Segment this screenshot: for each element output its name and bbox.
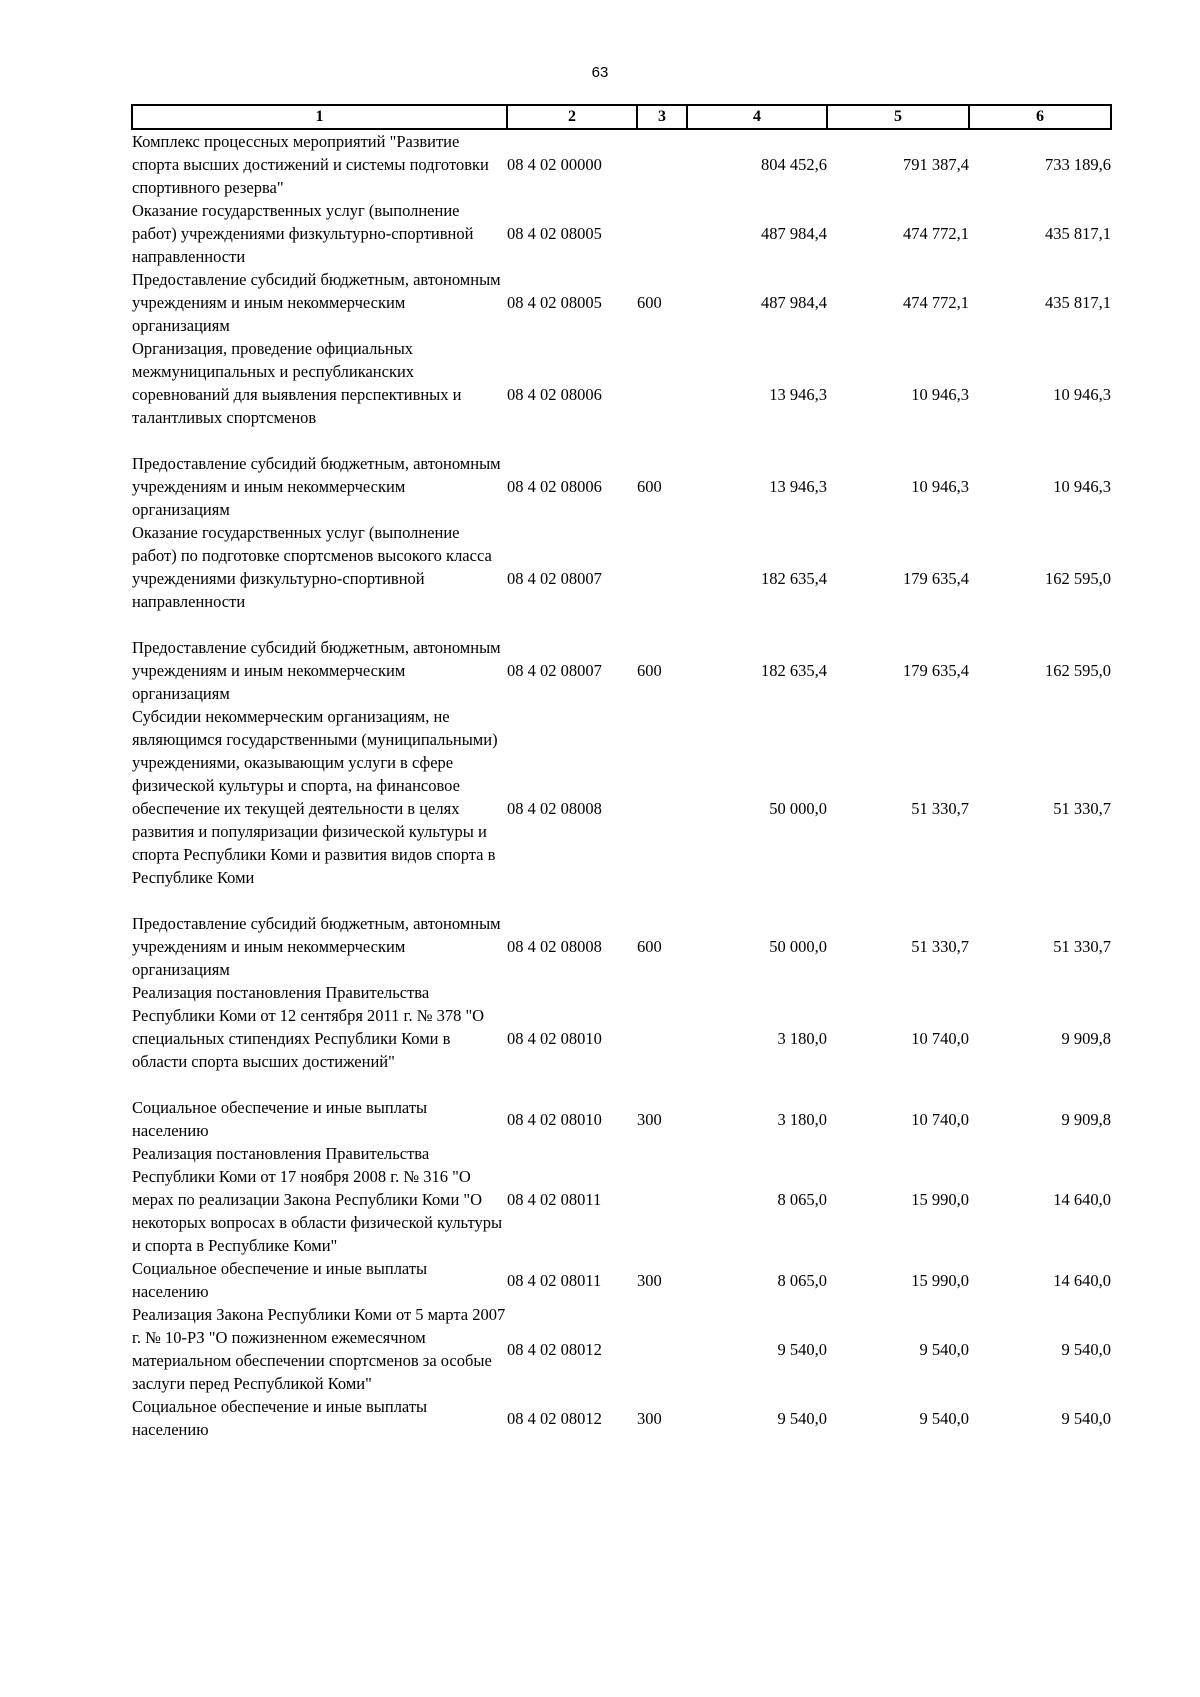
row-type-cell <box>637 705 687 912</box>
row-value-2-cell: 15 990,0 <box>911 1190 969 1209</box>
table-row <box>132 452 1111 521</box>
row-code-cell: 08 4 02 00000 <box>507 155 602 174</box>
row-name-cell: Организация, проведение официальных межмуниципальных и республиканских соревнований для выявления перспективных и талантливых спортсменов <box>132 339 462 427</box>
row-code-cell: 08 4 02 08007 <box>507 661 602 680</box>
row-value-1-cell: 804 452,6 <box>761 155 827 174</box>
table-row <box>132 912 1111 981</box>
row-value-2-cell: 10 946,3 <box>911 385 969 404</box>
row-value-3-cell: 9 909,8 <box>1061 1109 1111 1129</box>
row-code-cell: 08 4 02 08005 <box>507 224 602 243</box>
row-value-2-cell: 10 946,3 <box>911 477 969 496</box>
table-row <box>132 1142 1111 1257</box>
row-code-cell: 08 4 02 08011 <box>507 1190 602 1209</box>
row-code-cell: 08 4 02 08007 <box>507 569 602 588</box>
row-name-cell: Реализация постановления Правительства Республики Коми от 12 сентября 2011 г. № 378 "О специальных стипендиях Республики Коми в области спорта высших достижений" <box>132 983 485 1071</box>
row-code-cell: 08 4 02 08011 <box>507 1270 602 1290</box>
row-name-cell: Социальное обеспечение и иные выплаты населению <box>132 1397 428 1439</box>
row-type-cell <box>637 199 687 268</box>
row-code-cell: 08 4 02 08005 <box>507 293 602 312</box>
row-value-2-cell: 9 540,0 <box>919 1408 969 1428</box>
row-value-3-cell: 435 817,1 <box>1045 224 1111 243</box>
row-type-cell <box>637 129 687 199</box>
row-code-cell: 08 4 02 08008 <box>507 937 602 956</box>
row-value-2-cell: 10 740,0 <box>911 1029 969 1048</box>
row-value-2-cell: 179 635,4 <box>903 661 969 680</box>
row-type-cell: 600 <box>637 937 662 956</box>
row-type-cell <box>637 337 687 452</box>
row-value-3-cell: 51 330,7 <box>1053 799 1111 818</box>
row-value-3-cell: 10 946,3 <box>1053 477 1111 496</box>
row-value-2-cell: 474 772,1 <box>903 293 969 312</box>
row-value-1-cell: 50 000,0 <box>769 937 827 956</box>
row-code-cell: 08 4 02 08006 <box>507 385 602 404</box>
table-row <box>132 129 1111 199</box>
row-code-cell: 08 4 02 08008 <box>507 799 602 818</box>
table-row <box>132 199 1111 268</box>
row-name-cell: Социальное обеспечение и иные выплаты населению <box>132 1098 428 1140</box>
column-header-1: 1 <box>132 105 507 129</box>
table-body <box>132 129 1111 1441</box>
row-code-cell: 08 4 02 08006 <box>507 477 602 496</box>
row-value-3-cell: 14 640,0 <box>1053 1270 1111 1290</box>
table-row <box>132 636 1111 705</box>
row-value-1-cell: 50 000,0 <box>769 799 827 818</box>
table-row <box>132 337 1111 452</box>
row-name-cell: Оказание государственных услуг (выполнение работ) учреждениями физкультурно-спортивной направленности <box>132 201 474 266</box>
row-name-cell: Социальное обеспечение и иные выплаты населению <box>132 1259 428 1301</box>
row-value-1-cell: 9 540,0 <box>777 1339 827 1359</box>
row-value-1-cell: 3 180,0 <box>777 1109 827 1129</box>
row-value-2-cell: 9 540,0 <box>919 1339 969 1359</box>
row-code-cell: 08 4 02 08010 <box>507 1109 602 1129</box>
row-value-1-cell: 487 984,4 <box>761 224 827 243</box>
row-value-3-cell: 435 817,1 <box>1045 293 1111 312</box>
row-type-cell: 600 <box>637 661 662 680</box>
row-value-1-cell: 487 984,4 <box>761 293 827 312</box>
table-row <box>132 268 1111 337</box>
column-header-3: 3 <box>637 105 687 129</box>
row-value-2-cell: 51 330,7 <box>911 799 969 818</box>
table-row <box>132 705 1111 912</box>
page-number: 63 <box>591 64 609 81</box>
table-row <box>132 521 1111 636</box>
row-value-3-cell: 9 540,0 <box>1061 1339 1111 1359</box>
row-name-cell: Реализация постановления Правительства Республики Коми от 17 ноября 2008 г. № 316 "О мерах по реализации Закона Республики Коми "О некоторых вопросах в области физической культуры и спорта в Республике Коми" <box>132 1144 503 1255</box>
table-row <box>132 1303 1111 1395</box>
row-value-3-cell: 733 189,6 <box>1045 155 1111 174</box>
row-value-1-cell: 9 540,0 <box>777 1408 827 1428</box>
row-type-cell <box>637 1303 687 1395</box>
row-type-cell <box>637 1142 687 1257</box>
row-value-2-cell: 15 990,0 <box>911 1270 969 1290</box>
row-name-cell: Предоставление субсидий бюджетным, автономным учреждениям и иным некоммерческим организациям <box>132 454 501 519</box>
header-row <box>132 105 1111 129</box>
row-value-3-cell: 51 330,7 <box>1053 937 1111 956</box>
table-row <box>132 981 1111 1096</box>
row-value-2-cell: 179 635,4 <box>903 569 969 588</box>
row-code-cell: 08 4 02 08010 <box>507 1029 602 1048</box>
budget-table <box>131 104 1112 1441</box>
row-name-cell: Комплекс процессных мероприятий "Развитие спорта высших достижений и системы подготовки спортивного резерва" <box>132 132 489 197</box>
row-type-cell: 300 <box>637 1270 662 1290</box>
table-row <box>132 1395 1111 1441</box>
row-value-2-cell: 791 387,4 <box>903 155 969 174</box>
row-value-1-cell: 3 180,0 <box>777 1029 827 1048</box>
table-row <box>132 1257 1111 1303</box>
row-value-2-cell: 10 740,0 <box>911 1109 969 1129</box>
row-type-cell: 600 <box>637 293 662 312</box>
column-header-5: 5 <box>827 105 969 129</box>
row-name-cell: Предоставление субсидий бюджетным, автономным учреждениям и иным некоммерческим организациям <box>132 270 501 335</box>
row-value-1-cell: 8 065,0 <box>777 1270 827 1290</box>
row-value-1-cell: 182 635,4 <box>761 661 827 680</box>
column-header-4: 4 <box>687 105 827 129</box>
row-value-2-cell: 474 772,1 <box>903 224 969 243</box>
row-value-1-cell: 8 065,0 <box>777 1190 827 1209</box>
row-name-cell: Реализация Закона Республики Коми от 5 марта 2007 г. № 10-РЗ "О пожизненном ежемесячном материальном обеспечении спортсменов за особые заслуги перед Республикой Коми" <box>132 1305 506 1393</box>
row-name-cell: Оказание государственных услуг (выполнение работ) по подготовке спортсменов высокого класса учреждениями физкультурно-спортивной направленности <box>132 523 492 611</box>
row-value-3-cell: 9 540,0 <box>1061 1408 1111 1428</box>
row-name-cell: Субсидии некоммерческим организациям, не являющимся государственными (муниципальными) учреждениями, оказывающим услуги в сфере физической культуры и спорта, на финансовое обеспечение их текущей деятельности в целях развития и популяризации физической культуры и спорта Республики Коми и развития видов спорта в Республике Коми <box>132 707 498 887</box>
row-type-cell: 600 <box>637 477 662 496</box>
row-value-3-cell: 14 640,0 <box>1053 1190 1111 1209</box>
table-row <box>132 1096 1111 1142</box>
row-code-cell: 08 4 02 08012 <box>507 1408 602 1428</box>
row-value-2-cell: 51 330,7 <box>911 937 969 956</box>
column-header-2: 2 <box>507 105 637 129</box>
row-value-3-cell: 10 946,3 <box>1053 385 1111 404</box>
row-value-1-cell: 13 946,3 <box>769 385 827 404</box>
row-code-cell: 08 4 02 08012 <box>507 1339 602 1359</box>
column-header-6: 6 <box>969 105 1111 129</box>
row-value-3-cell: 9 909,8 <box>1061 1029 1111 1048</box>
row-value-3-cell: 162 595,0 <box>1045 661 1111 680</box>
row-value-1-cell: 182 635,4 <box>761 569 827 588</box>
row-value-3-cell: 162 595,0 <box>1045 569 1111 588</box>
row-type-cell <box>637 521 687 636</box>
row-type-cell <box>637 981 687 1096</box>
row-name-cell: Предоставление субсидий бюджетным, автономным учреждениям и иным некоммерческим организациям <box>132 638 501 703</box>
row-type-cell: 300 <box>637 1109 662 1129</box>
row-type-cell: 300 <box>637 1408 662 1428</box>
row-value-1-cell: 13 946,3 <box>769 477 827 496</box>
row-name-cell: Предоставление субсидий бюджетным, автономным учреждениям и иным некоммерческим организациям <box>132 914 501 979</box>
